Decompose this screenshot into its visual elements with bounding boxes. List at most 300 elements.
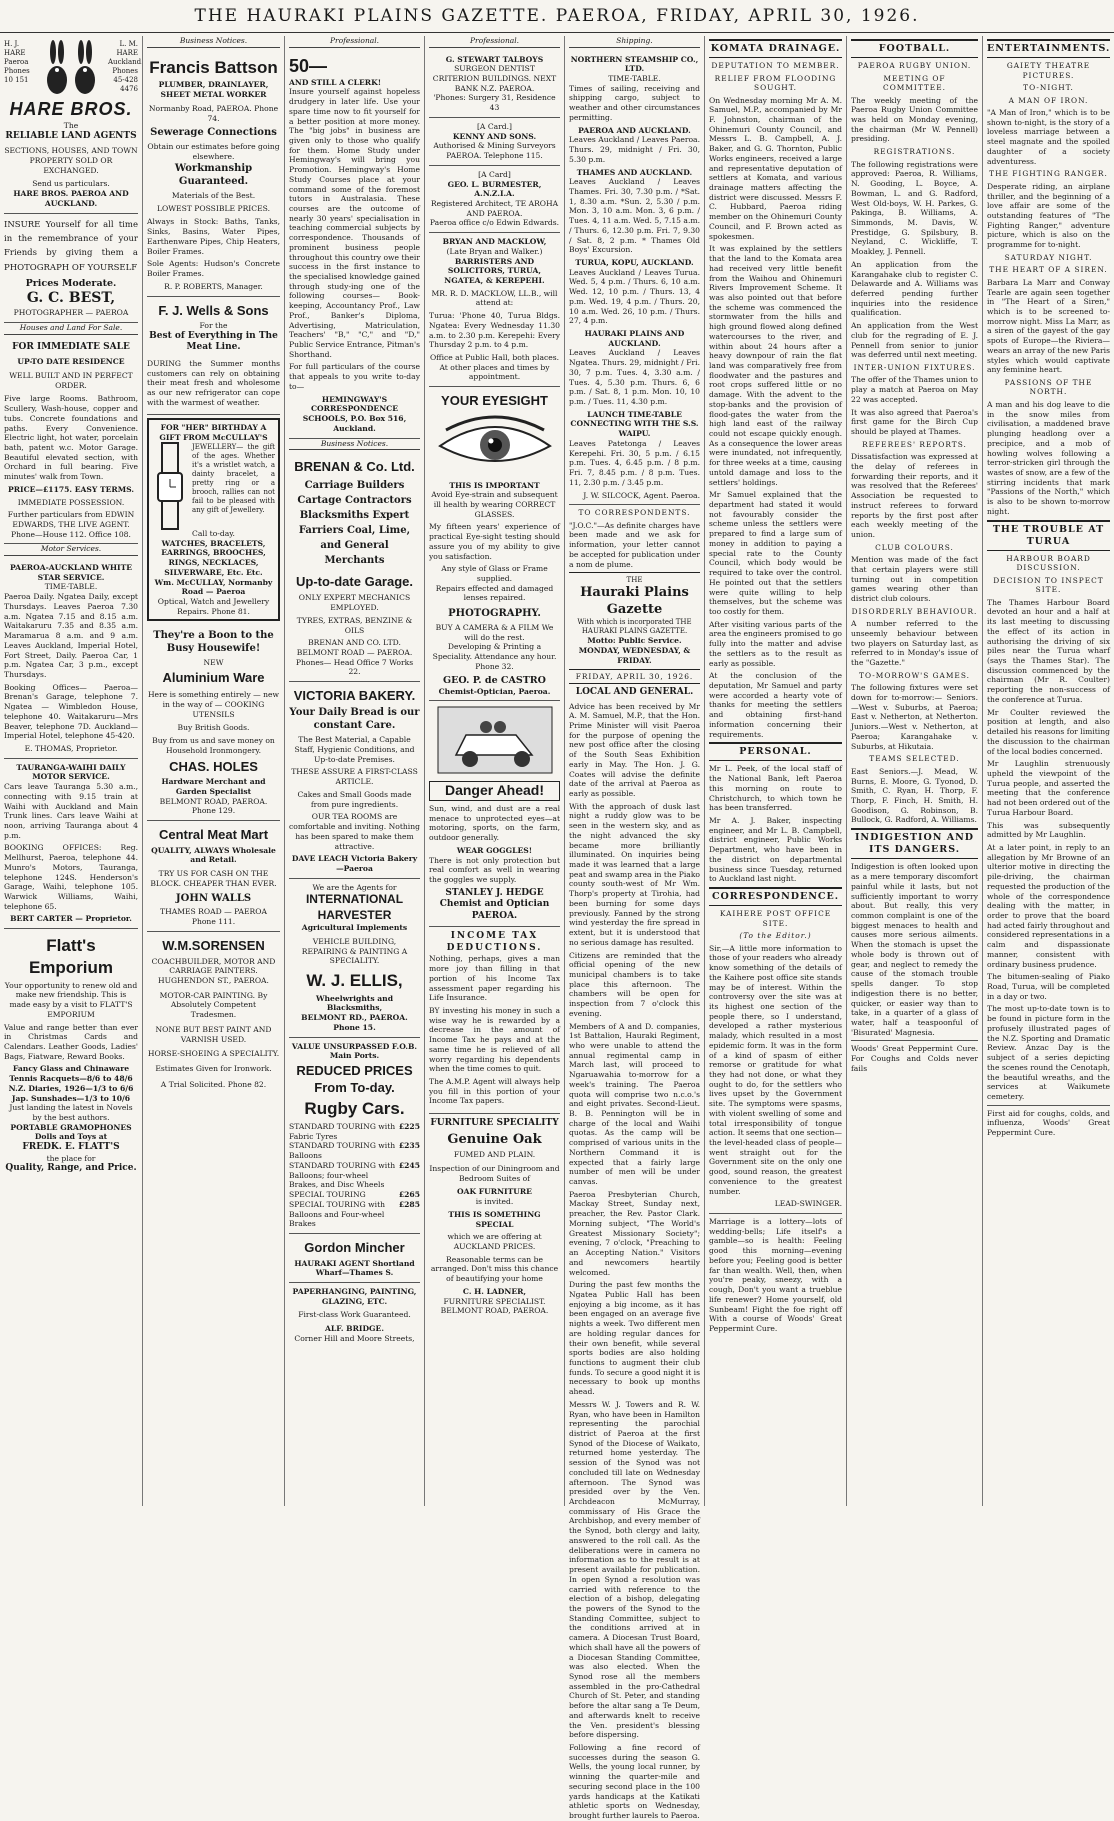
ellis-name: W. J. ELLIS, xyxy=(306,970,403,990)
turua-title: THE TROUBLE AT TURUA xyxy=(987,520,1110,551)
hemingway-fifty: 50— xyxy=(289,55,328,76)
white-star-ad xyxy=(4,559,138,759)
burmester-trade: Registered Architect, TE AROHA AND PAEROA. xyxy=(430,198,559,218)
burmester-card: [A Card] xyxy=(478,169,511,179)
steamship-name: NORTHERN STEAMSHIP CO., LTD. xyxy=(570,54,699,74)
tauranga-ad xyxy=(4,759,138,930)
gaiety-sub: GAIETY THEATRE PICTURES. xyxy=(1006,61,1091,80)
rugby-reduced: REDUCED PRICES From To-day. xyxy=(296,1063,413,1095)
battson-stock: Always in Stock: Baths, Tanks, Sinks, Basins, Water Pipes, Earthenware Pipes, Chip Heaters, Boiler Frames. xyxy=(147,217,280,256)
rugby-car-name: STANDARD TOURING with Fabric Tyres xyxy=(289,1122,396,1141)
football-meeting: MEETING OF COMMITTEE. xyxy=(883,73,946,93)
sorensen-varnish: NONE BUT BEST PAINT AND VARNISH USED. xyxy=(155,1024,272,1044)
holes-trade: Hardware Merchant and Garden Specialist xyxy=(161,777,266,796)
disorderly-heading: DISORDERLY BEHAVIOUR. xyxy=(851,606,978,616)
turua-paragraph: This was subsequently admitted by Mr Laughlin. xyxy=(987,820,1110,840)
hare-brand: HARE BROS. xyxy=(9,99,133,119)
steamship-times: Times of sailing, receiving and shipping cargo, subject to weather and other circumstances permitting. xyxy=(569,83,700,122)
best-photographer: PHOTOGRAPHER — PAEROA xyxy=(13,308,129,318)
burmester-ad xyxy=(429,166,560,233)
hare-send: Send us particulars. xyxy=(32,179,110,189)
ladner-ad xyxy=(429,1114,560,1320)
flatt-diaries: N.Z. Diaries, 1926—1/3 to 6/6 xyxy=(8,1083,134,1093)
walls-ad xyxy=(147,821,280,932)
steamship-agent: J. W. SILCOCK, Agent. Paeroa. xyxy=(583,490,700,500)
ladner-terms: Reasonable terms can be arranged. Don't miss this chance of beautifying your home xyxy=(430,1254,559,1284)
turua-paragraph: At a later point, in reply to an allegation by Mr Browne of an ulterior motive in directing the pile-driving, the chairman requested the production of the whole of the correspondence dealing with the matter, in order to prove that the board had acted fairly throughout and considered representations in a calm and dispassionate manner, consistent with ordinary business prudence. xyxy=(987,842,1110,969)
column-3 xyxy=(284,36,424,1506)
bakery-material: The Best Material, a Capable Staff, Hygienic Conditions, and Up-to-date Premises. xyxy=(294,735,415,764)
castro-styles: Any style of Glass or Frame supplied. xyxy=(441,564,548,583)
bakery-name: VICTORIA BAKERY. xyxy=(293,688,416,704)
rugby-car-name: SPECIAL TOURING with Balloons and Four-wheel Brakes xyxy=(289,1199,386,1229)
gazette-date: FRIDAY, APRIL 30, 1926. xyxy=(569,669,700,684)
castro-experience: My fifteen years' experience of practical Eye-sight testing should assure you of my ability to give you satisfaction. xyxy=(429,522,560,561)
entertainment-paragraph: Barbara La Marr and Conway Tearle are again seen together in "The Heart of a Siren," which is to be screened to-morrow night. Miss La Marr, as a siren of the gayest of the gay spots of Europe—the Riviera—wears an array of the new Paris styles which would captivate any feminine heart. xyxy=(987,277,1110,375)
brenan-tyres: TYRES, EXTRAS, BENZINE & OILS xyxy=(296,615,413,635)
indigestion-title: INDIGESTION AND ITS DANGERS. xyxy=(851,828,978,859)
woods-verse: Marriage is a lottery—lots of wedding-bells; Life itself's a gamble—so is health: Feeling good this morning—evening before you; Feeling good is better far than wealth. Well, then, when you're peaky, sneezy, with a cough, Don't you want a trueblue life renewer? Home yourself, old Sunbeam! Fight the foe right off With a course of Woods' Great Peppermint Cure. xyxy=(709,1213,842,1334)
bridge-ad xyxy=(289,1283,420,1348)
football-paragraph: The following fixtures were set down for to-morrow:— Seniors.—West v. Suburbs, at Paeroa; East v. Netherton, at Netherton. Juniors.—West v. Netherton, at Paeroa; Karangahake v. Suburbs, at Hikutaia. xyxy=(851,683,978,751)
correspondents-heading: TO CORRESPONDENTS. xyxy=(578,508,691,518)
best-photo-ad xyxy=(4,214,138,324)
amp-ad xyxy=(429,927,560,1114)
mincher-name: Gordon Mincher xyxy=(304,1239,405,1255)
hemingway-address: HEMINGWAY'S CORRESPONDENCE SCHOOLS, P.O. Box 516, Auckland. xyxy=(302,394,407,433)
steamship-timetable: TIME-TABLE. xyxy=(608,74,661,84)
battson-workmanship: Workmanship Guaranteed. xyxy=(174,163,253,188)
launch-head: LAUNCH TIME-TABLE CONNECTING WITH THE S.S. WAIPU. xyxy=(570,409,699,439)
ladner-oak-furn: OAK FURNITURE xyxy=(457,1187,532,1197)
mincher-ad xyxy=(289,1234,420,1283)
rugby-title: Rugby Cars. xyxy=(304,1099,405,1119)
woods-ad: Woods' Great Peppermint Cure. For Coughs and Colds never fails xyxy=(851,1040,978,1073)
football-paragraph: The weekly meeting of the Paeroa Rugby Union Committee was held on Monday evening, the chairman (Mr W. Pennell) presiding. xyxy=(851,95,978,144)
mincher-sub: HAURAKI AGENT Shortland Wharf—Thames S. xyxy=(294,1258,415,1278)
ellis-trade: Wheelwrights and Blacksmiths, xyxy=(315,993,394,1013)
launch-rows: Leaves Patetonga / Leaves Kerepehi. Fri. 30, 5 p.m. / 6.15 p.m. Tues. 4, 6.45 p.m. / 8 p.m. Fri. 7, 8.45 p.m. / 8 p.m. Tues. 11, 2.30 p.m. / 3.45 p.m. xyxy=(569,438,700,487)
tauranga-text: Cars leave Tauranga 5.30 a.m., connecting with 9.15 train at Waihi with Auckland and Main Trunk lines. Cars leave Waihi at noon, arriving Tauranga about 4 p.m. xyxy=(4,782,138,840)
paeroa-auckland-head: PAEROA AND AUCKLAND. xyxy=(578,125,691,135)
battson-roberts: R. P. ROBERTS, Manager. xyxy=(164,281,263,291)
castro-trade: Chemist-Optician, Paeroa. xyxy=(438,686,551,696)
sorensen-trade: COACHBUILDER, MOTOR AND CARRIAGE PAINTERS. xyxy=(151,956,276,976)
mccullay-jewellery: JEWELLERY— the gift of the ages. Whether it's a wristlet watch, a dainty bracelet, a pretty ring or a brooch, rallies can not fail to be pleased with any gift of Jewellery. xyxy=(192,442,275,514)
hedge-ad xyxy=(429,701,560,927)
kenny-name: KENNY AND SONS. xyxy=(452,131,537,141)
white-star-timetable: TIME-TABLE. xyxy=(44,582,98,592)
castro-ad xyxy=(429,387,560,701)
thames-auckland-head: THAMES AND AUCKLAND. xyxy=(576,167,693,177)
football-paragraph: East Seniors.—J. Mead, W. Burns, E. Moore, G. Tyonod, D. Smith, C. Ryan, H. Thorp, F. Thorp, F. Finch, H. Smith, H. Goodison, G. Robinson, B. Bullock, G. Radford, A. Williams. xyxy=(851,766,978,825)
white-star-booking: Booking Offices— Paeroa—Brenan's Garage, telephone 7. Ngatea — Wimbledon House, telephone 40. Waitakaruru—Mrs Beaver, telephone 7D. Auckland—Imperial Hotel, telephone 45-420. xyxy=(4,682,138,741)
rugby-car-price: £285 xyxy=(398,1199,420,1209)
referees-heading: REFEREES' REPORTS. xyxy=(862,439,967,449)
amp-tax: INCOME TAX DEDUCTIONS. xyxy=(446,931,543,953)
football-paragraph: An application from the Karangahake club to register C. Delawarde and A. Williams was deferred pending further inquiries into the residence qualification. xyxy=(851,259,978,318)
battson-lowest: LOWEST POSSIBLE PRICES. xyxy=(156,203,270,213)
holes-new: NEW xyxy=(203,657,224,667)
harbour-sub: HARBOUR BOARD DISCUSSION. xyxy=(1006,553,1091,573)
battson-addr: Normanby Road, PAEROA. Phone 74. xyxy=(148,103,279,123)
rugby-car-name: STANDARD TOURING with Balloons; four-wheel Brakes, and Disc Wheels xyxy=(289,1160,396,1190)
football-title: FOOTBALL. xyxy=(851,39,978,58)
turua-paragraph: Mr Laughlin strenuously upheld the viewpoint of the Turua people, and asserted the meeting that the conference had not been ordered out of the Turua Harbour Board. xyxy=(987,759,1110,817)
houses-heading: Houses and Land For Sale. xyxy=(4,323,138,335)
entertainment-paragraph: "A Man of Iron," which is to be shown to-night, is the story of a loveless marriage between a steel magnate and the spoiled daughter of a society adventuress. xyxy=(987,108,1110,166)
turua-paragraph: The Thames Harbour Board devoted an hour and a half at its last meeting to discussing the effect of its action in authorising the driving of six piles near the Turua wharf (says the Thames Star). The discussion commenced by the chairman (Mr R. Coulter) reporting the non-success of the conference at Turua. xyxy=(987,597,1110,704)
motor-heading: Motor Services. xyxy=(4,544,138,556)
local-item: Advice has been received by Mr A. M. Samuel, M.P., that the Hon. Prime Minister will visit Paeroa for the purpose of opening the new post office after the closing of the South Seas Exhibition early in May. The Hon. J. G. Coates will advise the definite date of the arrival at Paeroa as early as possible. xyxy=(569,701,700,798)
komata-paragraph: Mr Samuel explained that the department had stated it would not favourably consider the scheme unless the settlers were prepared to find a large sum of money in addition to paying a special rate to the County Council, which body would be required to take over the control. He pointed out that the settlers were quite willing to help themselves, but the scheme was too costly for them. xyxy=(709,490,842,616)
rugby-car-price: £235 xyxy=(398,1141,420,1151)
walls-quality: QUALITY, ALWAYS Wholesale and Retail. xyxy=(151,845,276,865)
ladner-fumed: FUMED AND PLAIN. xyxy=(453,1150,536,1160)
ellis-harvester: INTERNATIONAL HARVESTER xyxy=(305,892,404,922)
mccullay-watches: WATCHES, BRACELETS, EARRINGS, BROOCHES, RINGS, NECKLACES, SILVERWARE, Etc. Etc. xyxy=(161,538,266,577)
entertainments-title: ENTERTAINMENTS. xyxy=(987,39,1110,58)
hauraki-rows: Leaves Auckland / Leaves Ngatea. Thurs. 29, midnight / Fri. 30, 7 p.m. Tues. 4, 3.30 a.m. / Tues. 4, 5.30 p.m. Thurs. 6, 6 p.m. / Sat. 8, 1 p.m. Mon. 10, 10 p.m. / Tues. 11, 4.30 p.m. xyxy=(569,348,700,407)
ellis-ad xyxy=(289,879,420,1038)
sorensen-addr: HUGHENDON ST., PAEROA. xyxy=(158,975,269,985)
castro-buy-camera: BUY A CAMERA & A FILM We will do the rest. xyxy=(435,622,554,642)
sorensen-ad xyxy=(147,932,280,1094)
ellis-agents: We are the Agents for xyxy=(312,882,397,892)
amp-agent: The A.M.P. Agent will always help you fill in this portion of your Income Tax papers. xyxy=(429,1076,560,1106)
tauranga-title: TAURANGA-WAIHI DAILY MOTOR SERVICE. xyxy=(16,762,126,782)
flatt-fancy: Fancy Glass and Chinaware xyxy=(12,1064,130,1074)
edwards-price: PRICE—£1175. EASY TERMS. xyxy=(8,484,134,494)
brenan-phones: Phones— Head Office 7 Works 22. xyxy=(295,657,414,677)
brenan-name: BRENAN & Co. Ltd. xyxy=(294,459,415,475)
holes-buy: Buy British Goods. xyxy=(177,723,250,733)
ladner-inspection: Inspection of our Diningroom and Bedroom Suites of xyxy=(429,1163,560,1183)
flatt-gramophones: PORTABLE GRAMOPHONES xyxy=(10,1122,132,1132)
rugby-car-name: SPECIAL TOURING xyxy=(289,1190,366,1200)
brenan-garage: Up-to-date Garage. xyxy=(295,573,413,589)
flatt-fredk: FREDK. E. FLATT'S xyxy=(22,1142,120,1153)
hedge-name: STANLEY J. HEDGE Chemist and Optician PAEROA. xyxy=(439,887,550,921)
best-name: G. C. BEST, xyxy=(26,290,116,307)
turua-rows: Leaves Auckland / Leaves Turua. Wed. 5, 4 p.m. / Thurs. 6, 10 a.m. Wed. 12, 10 p.m. / Thurs. 13, 4 p.m. Wed. 19, 4 p.m. / Thurs. 20, 10 a.m. Wed. 26, 10 p.m. / Thurs. 27, 4 p.m. xyxy=(569,267,700,326)
mccullay-ad xyxy=(147,418,280,621)
rugby-car-price: £225 xyxy=(398,1122,420,1132)
gazette-motto: Motto: Public Service. xyxy=(587,636,682,646)
bakery-cakes: Cakes and Small Goods made from pure ingredients. xyxy=(297,789,412,809)
ladner-invited: is invited. xyxy=(475,1197,514,1207)
wells-for: For the xyxy=(199,321,228,331)
edwards-possession: IMMEDIATE POSSESSION. xyxy=(17,497,125,507)
flatt-title: Flatt's Emporium xyxy=(28,936,114,977)
football-paragraph: A number referred to the unseemly behaviour between two players on Saturday last, as referred to in Monday's issue of the "Gazette." xyxy=(851,619,978,668)
walls-try: TRY US FOR CASH ON THE BLOCK. CHEAPER THAN EVER. xyxy=(150,869,277,888)
battson-sewerage: Sewerage Connections xyxy=(150,127,277,139)
kenny-trade: Authorised & Mining Surveyors PAEROA. Telephone 115. xyxy=(433,141,556,161)
ladner-name: C. H. LADNER, xyxy=(462,1286,527,1296)
hemingway-end: For full particulars of the course that appeals to you write to-day to— xyxy=(289,362,420,391)
castro-photography: PHOTOGRAPHY. xyxy=(448,608,541,620)
hare-illustration xyxy=(41,40,101,98)
bakery-tearooms: OUR TEA ROOMS are comfortable and inviting. Nothing has been spared to make them attractive. xyxy=(289,812,420,851)
mccullay-call: Call to-day. xyxy=(192,528,235,538)
gazette-the: THE xyxy=(626,576,643,585)
edwards-ad xyxy=(4,338,138,545)
football-paragraph: Mention was made of the fact that certain players were still turning out in competition games wearing other than district club colours. xyxy=(851,555,978,604)
kenny-ad xyxy=(429,118,560,166)
hemingway-text: Insure yourself against hopeless drudgery in later life. Use your spare time now to fit yourself for a better position at more money. The "big jobs" in business are given only to those who qualify for them. Home Study under Hemingway's will bring you Promotion. Hemingway's Home Study Courses place at your command some of the foremost tutors in Australasia. These courses are the outcome of nearly 30 years' specialisation in teaching commercial subjects by correspondence. Thousands of prominent business people throughout this country owe their success in the first instance to the specialised knowledge gained through study-ing one of the following courses— Book-keeping, Accountancy Prof., Law Prof., Banker's Diploma, Advertising, Matriculation, Teachers' "B," "C," and "D," Public Service Entrance, Pitman's Shorthand. xyxy=(289,87,420,359)
castro-developing: Developing & Printing a Speciality. Attendance any hour. Phone 32. xyxy=(432,642,557,671)
castro-important: THIS IS IMPORTANT xyxy=(449,480,540,490)
talboys-phone: 'Phones: Surgery 31, Residence 43 xyxy=(433,93,556,113)
bakery-bread: Your Daily Bread is our constant Care. xyxy=(289,706,420,731)
local-item: Members of A and D. companies, 1st Battalion, Hauraki Regiment, who were unable to attend the annual regimental camp in March last, will proceed to Ngaruawahia to-morrow for a week's training. The Paeroa quota will comprise two n.c.o.'s and eight privates. Second-Lieut. B. B. Pennington will be in charge of the local and Waihi quotas. As the camp will be comprised of various units in the Northern Command it is expected that a fairly large number of men will be under canvas. xyxy=(569,1021,700,1187)
gazette-title: Hauraki Plains Gazette xyxy=(580,585,689,617)
teams-heading: TEAMS SELECTED. xyxy=(869,754,960,764)
letter-text: Sir,—A little more information to those of your readers who already know something of the details of the Kaihere post office site stands may be of interest. Within the controversy over the site was at its highest one section of the people there, so I understand, developed a rather mysterious malady, which resulted in a most epidemic form. It was in the form of a kind of spasm of either remorse or gratitude for what they had not done, or what they ought to do, for the settlers who lives upset by the Government site. The symptoms were spasms, with violent swelling of some and total irresponsibility of tongue action. It seems that one section—the level-headed class of people—went straight out for the Government site on the only one good, sound reason, the greatest convenience to the greatest number. xyxy=(709,943,842,1196)
rugby-car-price: £245 xyxy=(398,1160,420,1170)
holes-here: Here is something entirely — new in the way of — COOKING UTENSILS xyxy=(147,690,280,719)
column-8 xyxy=(982,36,1114,1506)
wells-name: F. J. Wells & Sons xyxy=(158,302,269,318)
amp-tax-text: Nothing, perhaps, gives a man more joy than filling in that portion of his Income Tax assessment paper regarding his Life Insurance. xyxy=(429,954,560,1003)
hedge-goggles: WEAR GOGGLES! xyxy=(456,845,533,855)
fighting-ranger-heading: THE FIGHTING RANGER. xyxy=(989,169,1108,179)
komata-sub: DEPUTATION TO MEMBER. xyxy=(711,61,840,71)
rugby-car-row xyxy=(289,1200,420,1229)
holes-name: CHAS. HOLES xyxy=(169,758,258,774)
walls-central: Central Meat Mart xyxy=(158,827,269,843)
football-paragraph: The following registrations were approved: Paeroa, R. Williams, N. Gooding, L. Boyce, A. Bowman, L. and G. Radford, West Old-boys, W. H. Parkes, G. Pakinga, B. Williams, A. Simmonds, M. Davis, W. Prestidge, G. Spilsbury, B. Neyland, C. Wickliffe, T. Moakley, J. Pennell. xyxy=(851,159,978,257)
masthead: THE HAURAKI PLAINS GAZETTE. PAEROA, FRIDAY, APRIL 30, 1926. xyxy=(0,0,1114,33)
walls-name: JOHN WALLS xyxy=(175,892,252,904)
personal-item: Mr A. J. Baker, inspecting engineer, and Mr L. B. Campbell, district engineer, Public Works Department, who have been in the district on departmental business since Tuesday, returned to Auckland last night. xyxy=(709,816,842,884)
sorensen-name: W.M.SORENSEN xyxy=(162,937,265,953)
football-paragraph: The offer of the Thames union to play a match at Paeroa on May 22 was accepted. xyxy=(851,375,978,404)
bryan-macklow: MR. R. D. MACKLOW, LL.B., will attend at: xyxy=(431,288,558,308)
letter-signature: LEAD-SWINGER. xyxy=(774,1199,842,1209)
komata-title: KOMATA DRAINAGE. xyxy=(709,39,842,58)
bridge-paperhanging: PAPERHANGING, PAINTING, GLAZING, ETC. xyxy=(292,1287,417,1306)
flatt-jap: Jap. Sunshades—1/3 to 10/6 xyxy=(11,1093,131,1103)
rugby-car-row xyxy=(289,1141,420,1160)
sorensen-motorcar: MOTOR-CAR PAINTING. By Absolutely Competent Tradesmen. xyxy=(159,990,268,1020)
bryan-name: BRYAN AND MACKLOW, xyxy=(442,237,547,247)
ellis-addr: BELMONT RD., PAEROA. Phone 15. xyxy=(301,1013,408,1032)
flatt-ad xyxy=(4,929,138,1179)
battson-sewerage-text: Obtain our estimates before going elsewhere. xyxy=(147,142,280,161)
bakery-ad xyxy=(289,682,420,879)
local-item: Paeroa Presbyterian Church, Mackay Street, Sunday next, preacher, the Rev. Pastor Clark. Morning subject, "The World's Greatest Missionary Society"; evening, 7 o'clock, "Preaching to an Accepting Nation." Visitors and newcomers heartily welcomed. xyxy=(569,1189,700,1277)
flatt-dolls: Dolls and Toys at xyxy=(34,1132,108,1142)
business-heading-2: Business Notices. xyxy=(289,439,420,451)
tauranga-carter: BERT CARTER — Proprietor. xyxy=(10,914,132,924)
brenan-addr: BRENAN AND CO. LTD. BELMONT ROAD — PAEROA. xyxy=(296,638,413,657)
bridge-name: ALF. BRIDGE. xyxy=(325,1324,384,1334)
eye-illustration xyxy=(436,416,554,474)
football-paragraph: It was also agreed that Paeroa's first game for the Birch Cup should be played at Thames. xyxy=(851,407,978,437)
white-star-daily: Paeroa Daily. Ngatea Daily, except Thursdays. Leaves Paeroa 7.30 a.m. Ngatea 7.15 and 8.15 a.m. Waitakaruru 7.35 and 8.35 a.m. Maramarua 8 a.m. and 9 a.m. Leaves Auckland, Imperial Hotel, Fort Street, Daily. Paeroa Car, 1 p.m. Ngatea Car, 3 p.m., except Thursdays. xyxy=(4,592,138,679)
ladner-oak: Genuine Oak xyxy=(447,1131,542,1147)
mccullay-head: FOR "HER" BIRTHDAY A GIFT FROM McCULLAY'S xyxy=(159,423,268,443)
hauraki-head: HAURAKI PLAINS AND AUCKLAND. xyxy=(584,329,685,348)
tauranga-booking: BOOKING OFFICES: Reg. Mellhurst, Paeroa, telephone 44. Munro's Motors, Tauranga, telephone 124S. Henderson's Garage, Waihi, telephone 105. Warwick Williams, Waihi, telephone 65. xyxy=(4,843,138,911)
hare-left-contact: H. J. HARE Paeroa Phones 10 151 xyxy=(4,40,30,84)
bryan-barristers: BARRISTERS AND SOLICITORS, TURUA, NGATEA, & KEREPEHI. xyxy=(444,256,545,285)
bridge-firstclass: First-class Work Guaranteed. xyxy=(298,1310,411,1320)
komata-paragraph: At the conclusion of the deputation, Mr Samuel and party were accorded a hearty vote of thanks for meeting the settlers and obtaining first-hand information concerning their requirements. xyxy=(709,671,842,739)
decision-sub: DECISION TO INSPECT SITE. xyxy=(993,575,1104,595)
bridge-addr: Corner Hill and Moore Streets, xyxy=(294,1333,415,1343)
football-paragraph: Dissatisfaction was expressed at the delay of referees in forwarding their reports, and it was resolved that the Referees' Association be requested to instruct referees to forward reports by the first post after each weekly meeting of the union. xyxy=(851,452,978,539)
turua-paragraph: The bitumen-sealing of Piako Road, Turua, will be completed in a day or two. xyxy=(987,972,1110,1001)
sorensen-estimates: Estimates Given for Ironwork. xyxy=(155,1063,272,1073)
column-6 xyxy=(704,36,846,1506)
hare-the: The xyxy=(63,121,79,131)
column-7 xyxy=(846,36,982,1506)
castro-repairs: Repairs effected and damaged lenses repaired. xyxy=(435,583,554,603)
rugby-car-name: STANDARD TOURING with Balloons xyxy=(289,1141,396,1161)
turua-paragraph: The most up-to-date town is to be found in picture form in the profusely illustrated pages of the N.Z. Sporting and Dramatic Review. Anzac Day is the subject of a series depicting the scenes round the Cenotaph, the beautiful wreaths, and the services at Waikumete cemetery. xyxy=(987,1004,1110,1101)
column-2 xyxy=(142,36,284,1506)
indigestion-paragraph: Indigestion is often looked upon as a mere temporary discomfort painful while it lasts, but not sufficiently important to worry about. But really, this very common complaint is one of the biggest menaces to health and causes more serious ailments. When the stomach is upset the whole body is thrown out of gear, and neglect to remedy the cause of the stomach trouble spells danger. To stop indigestion there is no better, quicker, or easier way than to take, in a quarter of a glass of water, half a teaspoonful of 'Bisurated' Magnesia. xyxy=(851,862,978,1037)
column-5 xyxy=(564,36,704,1821)
bakery-leach: DAVE LEACH Victoria Bakery—Paeroa xyxy=(291,854,418,873)
paeroa-auckland-rows: Leaves Auckland / Leaves Paeroa. Thurs. 29, midnight / Fri. 30, 5.30 p.m. xyxy=(569,135,700,164)
ladner-furniture: FURNITURE SPECIALITY xyxy=(430,1118,559,1129)
battson-ad xyxy=(147,51,280,297)
turua-paragraph: Mr Coulter reviewed the position at length, and also detailed his reasons for limiting the discussion to the chairman of the local bodies concerned. xyxy=(987,707,1110,756)
flatt-quality: Quality, Range, and Price. xyxy=(5,1163,137,1174)
car-goggles-illustration xyxy=(436,705,554,775)
bryan-sub: (Late Bryan and Walker.) xyxy=(446,246,543,256)
komata-paragraph: It was explained by the settlers that the land to the Komata area had received very little benefit from the Waihou and Ohinemuri Rivers Improvement Scheme. It was also pointed out that before the scheme was commenced the stormwater from the hills and high ground flowed along defined watercourses to the river, and within about 24 hours after a heavy downpour of rain the flat land was comparatively free from floodwater and the pastures and root crops suffered little or no damage. With the advent to the stop-banks and the provision of flood-gates the water from the high land east of the railway could not escape quickly enough. As a consequence the lower areas were inundated, not infrequently, for three weeks at a time, causing untold damage and loss to the settlers' holdings. xyxy=(709,244,842,487)
mccullay-optical: Optical, Watch and Jewellery Repairs. Phone 81. xyxy=(157,596,270,616)
local-item: Messrs W. J. Towers and R. W. Ryan, who have been in Hamilton representing the parochial district of Paeroa at the first Synod of the Diocese of Waikato, returned home yesterday. The session of the Synod was not concluded till late on Wednesday afternoon. The Synod was presided over by the Ven. Archdeacon McMurray, commissary of His Grace the Archbishop, and every member of the Synod, both clergy and laity, answered to the roll call. As the deliberations were in camera no information as to the result is at present available for publication. In open Synod a resolution was carried with reference to the election of a bishop, delegating the powers of the Synod to the Standing Committee, subject to the conditions arrived at in camera. A Diocesan Trust Board, which shall have all the powers of a Diocesan Standing Committee, was also elected. When the Synod rose all the members assembled in the pro-Cathedral Church of St. Peter, and standing before the altar sang a Te Deum, and afterwards knelt to receive the Ven. president's blessing before dispersing. xyxy=(569,1399,700,1740)
rugby-ad xyxy=(289,1038,420,1234)
gazette-incorporated: With which is incorporated THE HAURAKI PLAINS GAZETTE. xyxy=(577,618,692,636)
flatt-novels: Just landing the latest in Novels by the best authors. xyxy=(9,1103,133,1123)
man-of-iron-heading: A MAN OF IRON. xyxy=(1008,95,1089,105)
brenan-ad xyxy=(289,453,420,682)
hare-right-contact: L. M. HARE Auckland. Phones 45-428 4476 xyxy=(108,40,144,93)
heart-siren-heading: THE HEART OF A SIREN. xyxy=(989,265,1108,275)
woods-first-aid: First aid for coughs, colds, and influenza, Woods' Great Peppermint Cure. xyxy=(987,1105,1110,1138)
edwards-residence: UP-TO DATE RESIDENCE xyxy=(17,357,125,367)
holes-aluminium: Aluminium Ware xyxy=(162,669,265,685)
castro-name: GEO. P. de CASTRO xyxy=(443,674,546,686)
wells-ad xyxy=(147,297,280,416)
hare-bros-ad xyxy=(4,36,144,214)
hare-firm: HARE BROS. PAEROA AND AUCKLAND. xyxy=(13,189,129,208)
wells-summer: DURING the Summer months customers can rely on obtaining their meat fresh and wholesome as our new refrigerator can cope with the warmest of weather. xyxy=(147,358,280,407)
column-1 xyxy=(0,36,142,1506)
wells-best: Best of Everything in The Meat Line. xyxy=(149,330,278,353)
editor-line: (To the Editor.) xyxy=(739,931,812,941)
komata-subsub: RELIEF FROM FLOODING SOUGHT. xyxy=(714,73,837,93)
gazette-banner xyxy=(569,572,700,665)
edwards-desc: Five large Rooms. Bathroom, Scullery, Wash-house, copper and tubs. Concrete foundations and paths. Every Convenience. Electric light, hot water, porcelain bath, patent w.c. Motor Garage. Beautiful elevated section, with Orchard in full bearing. Five minutes' walk from Town. xyxy=(4,394,138,482)
football-sub: PAEROA RUGBY UNION. xyxy=(857,61,972,71)
bryan-ad xyxy=(429,233,560,387)
steamship-ad xyxy=(569,51,700,506)
edwards-further: Further particulars from EDWIN EDWARDS, THE LIVE AGENT. xyxy=(7,510,135,529)
kaihere-heading: KAIHERE POST OFFICE SITE. xyxy=(719,909,832,928)
personal-item: Mr L. Peek, of the local staff of the National Bank, left Paeroa this morning on route to Christchurch, to which town he has been transferred. xyxy=(709,764,842,813)
talboys-dentist: SURGEON DENTIST xyxy=(454,64,535,74)
football-paragraph: An application from the West club for the regrading of E. J. Pennell from senior to junior was deferred until next meeting. xyxy=(851,321,978,360)
edwards-phone: Phone—House 112. Office 108. xyxy=(11,529,131,539)
komata-paragraph: After visiting various parts of the area the engineers promised to go fully into the matter and advise the settlers as to the result as early as possible. xyxy=(709,619,842,668)
burmester-name: GEO. L. BURMESTER, A.N.Z.I.A. xyxy=(447,179,542,199)
ladner-special: THIS IS SOMETHING SPECIAL xyxy=(448,1209,541,1229)
edwards-well: WELL BUILT AND IN PERFECT ORDER. xyxy=(9,370,133,390)
hare-lines: SECTIONS, HOUSES, AND TOWN PROPERTY SOLD OR EXCHANGED. xyxy=(4,146,138,175)
brenan-mechanics: ONLY EXPERT MECHANICS EMPLOYED. xyxy=(298,593,411,613)
entertainment-paragraph: A man and his dog leave to die in the snow miles from civilisation, a maddened brave plunging headlong over a precipice, and a mob of howling wolves following a terror-stricken girl through the wastes of snow, are a few of the stirring incidents that mark "Passions of the North," which is also to be shown to-morrow night. xyxy=(987,399,1110,516)
bryan-office: Office at Public Hall, both places. At other places and times by appointment. xyxy=(429,353,560,382)
flatt-place: the place for xyxy=(46,1153,96,1163)
holes-save: Buy from us and save money on Household Ironmongery. xyxy=(152,736,275,755)
best-insure: INSURE Yourself for all time in the remembrance of your Friends by giving them a PHOTOGRAPH OF YOURSELF xyxy=(4,219,138,273)
local-general-heading: LOCAL AND GENERAL. xyxy=(575,687,694,698)
hemingway-ad xyxy=(289,51,420,439)
local-item: With the approach of dusk last night a ruddy glow was to be seen in the western sky, and as the night advanced the sky became more brilliantly illuminated. On inquiries being made it was learned that a large peat and swamp area in the Piako county south-west of Mr Wm. Thorp's property at Tirohia, had been burning for some days previously. Fanned by the strong wind yesterday the fire spread in extent, but it is understood that no serious damage has resulted. xyxy=(569,801,700,947)
local-item: Citizens are reminded that the official opening of the new municipal chambers is to take place this afternoon. The chambers will be open for inspection from 7 o'clock this evening. xyxy=(569,950,700,1018)
komata-paragraph: On Wednesday morning Mr A. M. Samuel, M.P., accompanied by Mr F. Johnston, chairman of the Ohinemuri County Council, and Messrs L. B. Campbell, A. J. Baker, and G. G. Thornton, Public Works engineers, received a large and representative deputation of settlers at Komata, and various drainage matters affecting the district were discussed. Messrs F. C. Hubbard, Paeroa riding member on the Ohinemuri County Council, and F. Brown acted as spokesmen. xyxy=(709,95,842,241)
white-star-thomas: E. THOMAS, Proprietor. xyxy=(24,743,118,753)
gazette-days: MONDAY, WEDNESDAY, & FRIDAY. xyxy=(578,646,691,665)
registrations-heading: REGISTRATIONS. xyxy=(873,147,956,157)
ladner-offering: which we are offering at AUCKLAND PRICES. xyxy=(447,1232,542,1252)
club-colours-heading: CLUB COLOURS. xyxy=(875,542,954,552)
thames-auckland-rows: Leaves Auckland / Leaves Thames. Fri. 30, 7.30 p.m. / *Sat. 1, 8.30 a.m. *Sun. 2, 5.30 / p.m. Mon. 3, 10 a.m. Mon. 3, 6 p.m. / Tues. 4, 11 a.m. Wed. 5, 7.15 a.m. / Thurs. 6, 12.30 p.m. Fri. 7, 9.30 / Sat. 8, 2 p.m. * Thames Old Boys' Excursion. xyxy=(569,177,700,255)
castro-eye-text: Avoid Eye-strain and subsequent ill health by wearing CORRECT GLASSES. xyxy=(431,490,558,519)
tonight-sub: TO-NIGHT. xyxy=(1023,83,1074,93)
talboys-ad xyxy=(429,51,560,118)
flatt-tennis: Tennis Racquets—8/6 to 48/6 xyxy=(9,1074,133,1084)
ladner-addr: FURNITURE SPECIALIST. BELMONT ROAD, PAEROA. xyxy=(440,1296,549,1316)
hedge-goggles-text: There is not only protection but real comfort as well in wearing the goggles we supply. xyxy=(429,855,560,885)
shipping-heading: Shipping. xyxy=(569,36,700,48)
mccullay-name: Wm. McCULLAY, Normanby Road — Paeroa xyxy=(154,577,273,597)
inter-union-heading: INTER-UNION FIXTURES. xyxy=(853,363,976,372)
battson-sole: Sole Agents: Hudson's Concrete Boiler Frames. xyxy=(147,259,280,279)
hemingway-clerk: AND STILL A CLERK! xyxy=(289,77,382,87)
kenny-card: [A Card.] xyxy=(476,121,513,131)
hare-agents: RELIABLE LAND AGENTS xyxy=(5,130,137,141)
amp-tax-text2: BY investing his money in such a wise way he is rewarded by a decrease in the amount of Income Tax he pays and at the same time he is relieved of all worry regarding his dependents when the time comes to quit. xyxy=(429,1005,560,1074)
hedge-danger-text: Sun, wind, and dust are a real menace to unprotected eyes—at motoring, sports, on the farm, outdoor generally. xyxy=(429,804,560,843)
brenan-trades: Carriage Builders Cartage Contractors Blacksmiths Expert Farriers Coal, Lime, and General Merchants xyxy=(297,479,412,566)
battson-trade: PLUMBER, DRAINLAYER, SHEET METAL WORKER xyxy=(158,80,269,100)
best-prices: Prices Moderate. xyxy=(25,278,117,290)
burmester-office: Paeroa office c/o Edwin Edwards. xyxy=(429,218,560,228)
column-4 xyxy=(424,36,564,1506)
rugby-value: VALUE UNSURPASSED F.O.B. Main Ports. xyxy=(291,1041,418,1061)
passions-heading: PASSIONS OF THE NORTH. xyxy=(1004,377,1093,397)
business-heading: Business Notices. xyxy=(147,36,280,48)
entertainment-paragraph: Desperate riding, an airplane thriller, and the beginning of a love affair are some of the outstanding features of "The Fighting Ranger," adventure picture, which is also on the programme for to-night. xyxy=(987,181,1110,250)
correspondence-heading: CORRESPONDENCE. xyxy=(709,887,842,906)
saturday-heading: SATURDAY NIGHT. xyxy=(1004,252,1093,262)
sorensen-horse: HORSE-SHOEING A SPECIALITY. xyxy=(147,1049,280,1059)
talboys-criterion: CRITERION BUILDINGS. NEXT BANK N.Z. PAEROA. xyxy=(432,74,557,93)
ellis-vehicle: VEHICLE BUILDING, REPAIRING & PAINTING A SPECIALITY. xyxy=(301,936,408,966)
flatt-text: Your opportunity to renew old and make new friendship. This is made easy by a visit to FLATT'S EMPORIUM xyxy=(4,980,138,1019)
local-item: During the past few months the Ngatea Public Hall has been enjoying a big income, as it has been engaged on an average five nights a week. Two different men are holding regular dances for their own benefit, while several sports bodies are also holding functions to augment their club funds. To secure a good night it is necessary to book up months ahead. xyxy=(569,1280,700,1397)
bryan-turua: Turua: 'Phone 40, Turua Bldgs. Ngatea: Every Wednesday 11.30 a.m. to 2.30 p.m. Kerepehi: Every Thursday 2 p.m. to 4 p.m. xyxy=(429,311,560,350)
